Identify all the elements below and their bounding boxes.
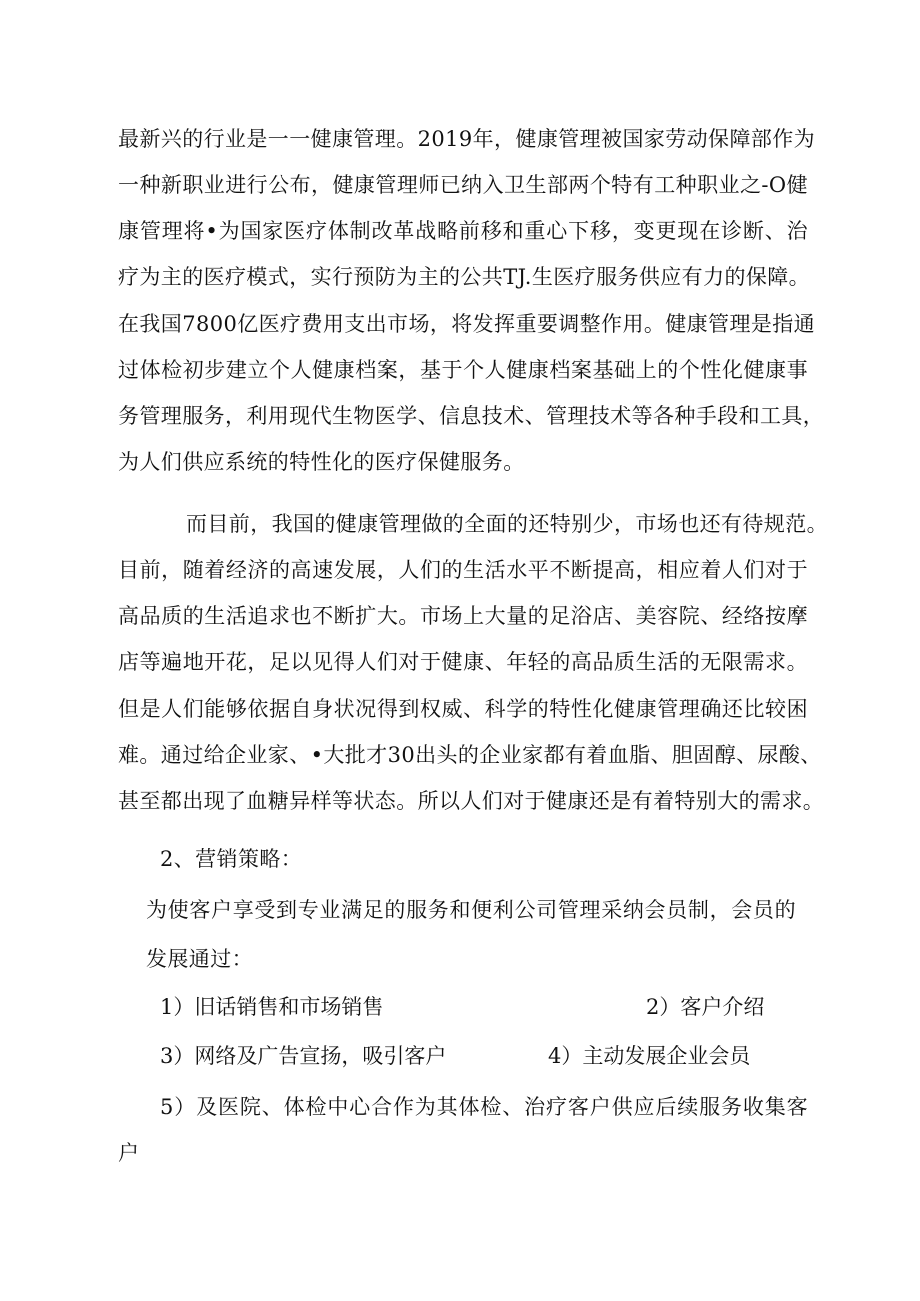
- paragraph-1-line-2: 一种新职业进行公布，健康管理师已纳入卫生部两个特有工种职业之-O健: [118, 173, 808, 197]
- paragraph-1-line-1: 最新兴的行业是一一健康管理。2019年，健康管理被国家劳动保障部作为: [118, 127, 816, 151]
- section-intro-line-1: 为使客户享受到专业满足的服务和便利公司管理采纳会员制，会员的: [146, 898, 796, 922]
- paragraph-2-line-6: 难。通过给企业家、•大批才30出头的企业家都有着血脂、胆固醇、尿酸、: [118, 743, 822, 767]
- paragraph-2-line-5: 但是人们能够依据自身状况得到权威、科学的特性化健康管理确还比较困: [118, 697, 808, 721]
- paragraph-1-line-5: 在我国7800亿医疗费用支出市场，将发挥重要调整作用。健康管理是指通: [118, 312, 816, 336]
- paragraph-1-line-4: 疗为主的医疗模式，实行预防为主的公共TJ.生医疗服务供应有力的保障。: [118, 265, 811, 289]
- section-intro-line-2: 发展通过：: [146, 947, 253, 971]
- paragraph-1-line-3: 康管理将•为国家医疗体制改革战略前移和重心下移，变更现在诊断、治: [118, 219, 808, 243]
- paragraph-2-line-2: 目前，随着经济的高速发展，人们的生活水平不断提高，相应着人们对于: [118, 558, 808, 582]
- paragraph-2-line-7: 甚至都出现了血糖异样等状态。所以人们对于健康还是有着特别大的需求。: [118, 789, 825, 813]
- list-item-3: 3）网络及广告宣扬，吸引客户: [160, 1044, 447, 1068]
- list-item-2: 2）客户介绍: [646, 995, 765, 1019]
- paragraph-1-line-8: 为人们供应系统的特性化的医疗保健服务。: [118, 450, 525, 474]
- paragraph-1-line-7: 务管理服务，利用现代生物医学、信息技术、管理技术等各种手段和工具，: [118, 404, 825, 428]
- paragraph-2-line-3: 高品质的生活追求也不断扩大。市场上大量的足浴店、美容院、经络按摩: [118, 604, 808, 628]
- section-heading: 2、营销策略：: [160, 847, 303, 871]
- list-item-1: 1）旧话销售和市场销售: [160, 995, 384, 1019]
- list-item-5-line-1: 5）及医院、体检中心合作为其体检、治疗客户供应后续服务收集客: [160, 1095, 808, 1119]
- paragraph-1-line-6: 过体检初步建立个人健康档案，基于个人健康档案基础上的个性化健康事: [118, 358, 808, 382]
- list-item-4: 4）主动发展企业会员: [548, 1044, 751, 1068]
- paragraph-2-line-1: 而目前，我国的健康管理做的全面的还特别少，市场也还有待规范。: [186, 512, 828, 536]
- list-item-5-line-2: 户: [118, 1141, 140, 1165]
- paragraph-2-line-4: 店等遍地开花，足以见得人们对于健康、年轻的高品质生活的无限需求。: [118, 650, 808, 674]
